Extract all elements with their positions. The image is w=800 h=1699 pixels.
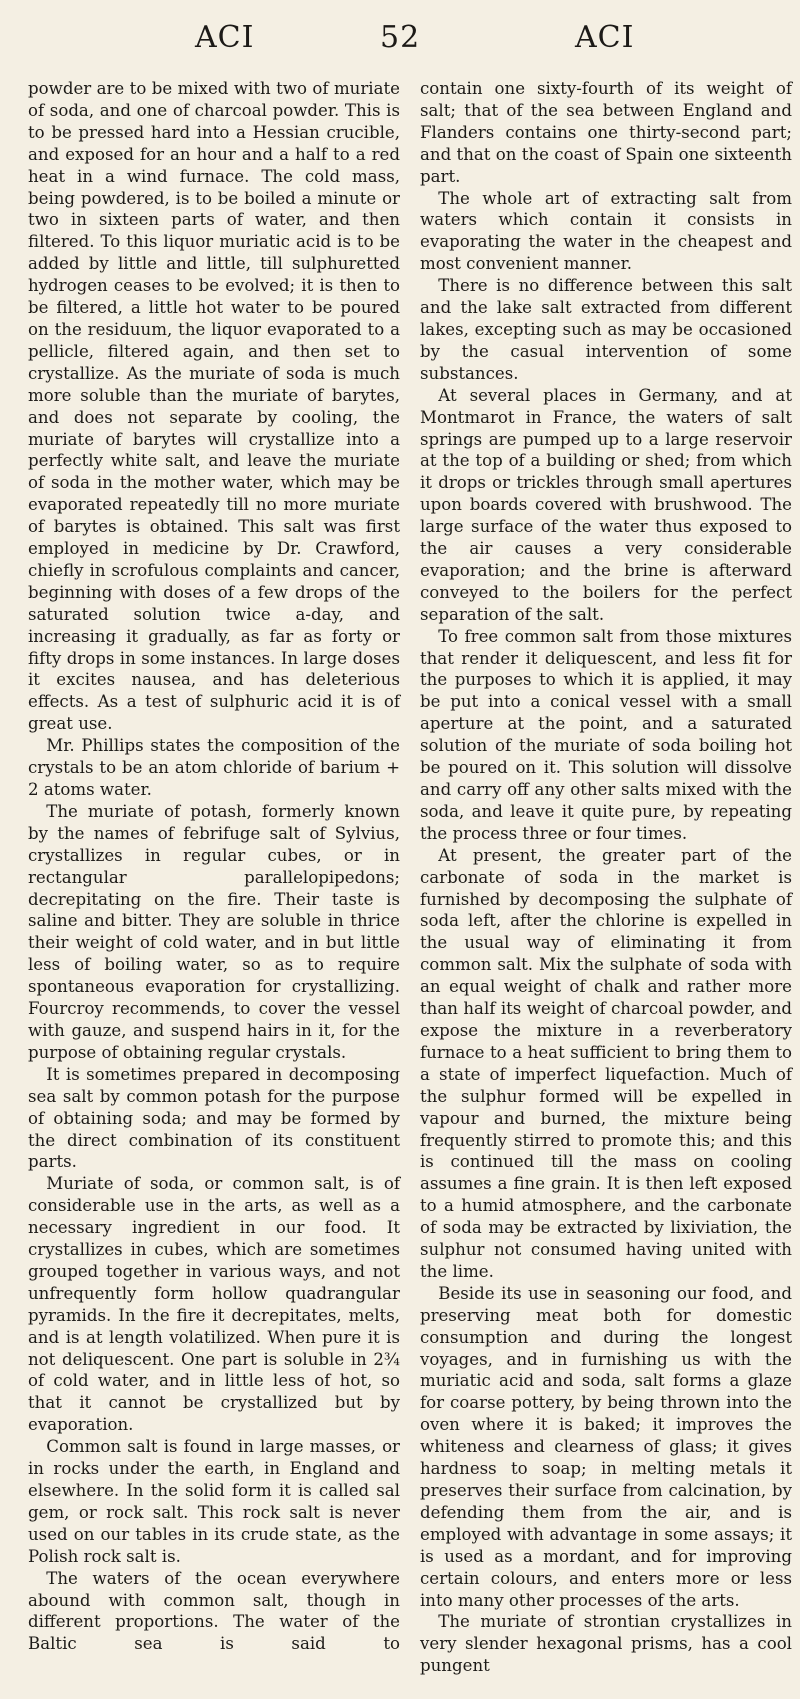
paragraph: At several places in Germany, and at Montmarot in France, the waters of salt springs are pumped up to a large reservoir at the top of a building or shed; from which it drops or trickles through small apertures upon boards covered with brushwood. The large surface of the water thus exposed to the air causes a very considerable evaporation; and the brine is afterward conveyed to the boilers for the perfect separation of the salt.: [420, 385, 792, 624]
header-right-word: ACI: [575, 20, 635, 55]
paragraph: Beside its use in seasoning our food, and preserving meat both for domestic consumption and during the longest voyages, and in furnishing us with the muriatic acid and soda, salt forms a glaze for coarse pottery, by being thrown into the oven where it is baked; it improves the whiteness and clearness of glass; it gives hardness to soap; in melting metals it preserves their surface from calcination, by defending them from the air, and is employed with advantage in some assays; it is used as a mordant, and for improving certain colours, and enters more or less into many other processes of the arts.: [420, 1283, 792, 1610]
paragraph: There is no difference between this salt and the lake salt extracted from different lakes, excepting such as may be occasioned by the casual intervention of some substances.: [420, 276, 792, 383]
running-header: [0, 6, 800, 66]
header-left-word: ACI: [195, 20, 255, 55]
paragraph: contain one sixty-fourth of its weight of salt; that of the sea between England and Flanders contains one thirty-second part; and that on the coast of Spain one sixteenth part.: [420, 79, 792, 186]
paragraph: Muriate of soda, or common salt, is of considerable use in the arts, as well as a necessary ingredient in our food. It crystallizes in cubes, which are sometimes grouped together in various ways, and not unfrequently form hollow quadrangular pyramids. In the fire it decrepitates, melts, and is at length volatilized. When pure it is not deliquescent. One part is soluble in 2¾ of cold water, and in little less of hot, so that it cannot be crystallized but by evaporation.: [28, 1174, 400, 1435]
paragraph: powder are to be mixed with two of muriate of soda, and one of charcoal powder. This is to be pressed hard into a Hessian crucible, and exposed for an hour and a half to a red heat in a wind furnace. The cold mass, being powdered, is to be boiled a minute or two in sixteen parts of water, and then filtered. To this liquor muriatic acid is to be added by little and little, till sulphuretted hydrogen ceases to be evolved; it is then to be filtered, a little hot water to be poured on the residuum, the liquor evaporated to a pellicle, filtered again, and then set to crystallize. As the muriate of soda is much more soluble than the muriate of barytes, and does not separate by cooling, the muriate of barytes will crystallize into a perfectly white salt, and leave the muriate of soda in the mother water, which may be evaporated repeatedly till no more muriate of barytes is obtained. This salt was first employed in medicine by Dr. Crawford, chiefly in scrofulous complaints and cancer, beginning with doses of a few drops of the saturated solution twice a-day, and increasing it gradually, as far as forty or fifty drops in some instances. In large doses it excites nausea, and has deleterious effects. As a test of sulphuric acid it is of great use.: [28, 79, 400, 734]
paragraph: At present, the greater part of the carbonate of soda in the market is furnished by decomposing the sulphate of soda left, after the chlorine is expelled in the usual way of eliminating it from common salt. Mix the sulphate of soda with an equal weight of chalk and rather more than half its weight of charcoal powder, and expose the mixture in a reverberatory furnace to a heat sufficient to bring them to a state of imperfect liquefaction. Much of the sulphur formed will be expelled in vapour and burned, the mixture being frequently stirred to promote this; and this is continued till the mass on cooling assumes a fine grain. It is then left exposed to a humid atmosphere, and the carbonate of soda may be extracted by lixiviation, the sulphur not consumed having united with the lime.: [420, 845, 792, 1281]
paragraph: The muriate of strontian crystallizes in very slender hexagonal prisms, has a cool pungent: [420, 1612, 792, 1676]
paragraph: To free common salt from those mixtures that render it deliquescent, and less fit for the purposes to which it is applied, it may be put into a conical vessel with a small aperture at the point, and a saturated solution of the muriate of soda boiling hot be poured on it. This solution will dissolve and carry off any other salts mixed with the soda, and leave it quite pure, by repeating the process three or four times.: [420, 626, 792, 843]
paragraph: The whole art of extracting salt from waters which contain it consists in evaporating the water in the cheapest and most convenient manner.: [420, 188, 792, 274]
paragraph: Common salt is found in large masses, or in rocks under the earth, in England and elsewhere. In the solid form it is called sal gem, or rock salt. This rock salt is never used on our tables in its crude state, as the Polish rock salt is.: [28, 1437, 400, 1566]
paragraph: The waters of the ocean everywhere abound with common salt, though in different proportions. The water of the Baltic sea is said to: [28, 1568, 400, 1654]
paragraph: The muriate of potash, formerly known by the names of febrifuge salt of Sylvius, crystallizes in regular cubes, or in rectangular parallelopipedons; decrepitating on the fire. Their taste is saline and bitter. They are soluble in thrice their weight of cold water, and in but little less of boiling water, so as to require spontaneous evaporation for crystallizing. Fourcroy recommends, to cover the vessel with gauze, and suspend hairs in it, for the purpose of obtaining regular crystals.: [28, 801, 400, 1062]
right-column: [420, 78, 792, 1699]
paragraph: Mr. Phillips states the composition of the crystals to be an atom chloride of barium + 2 atoms water.: [28, 736, 400, 799]
page-number: 52: [380, 20, 421, 55]
paragraph: It is sometimes prepared in decomposing sea salt by common potash for the purpose of obtaining soda; and may be formed by the direct combination of its constituent parts.: [28, 1064, 400, 1172]
left-column: [28, 78, 400, 1677]
